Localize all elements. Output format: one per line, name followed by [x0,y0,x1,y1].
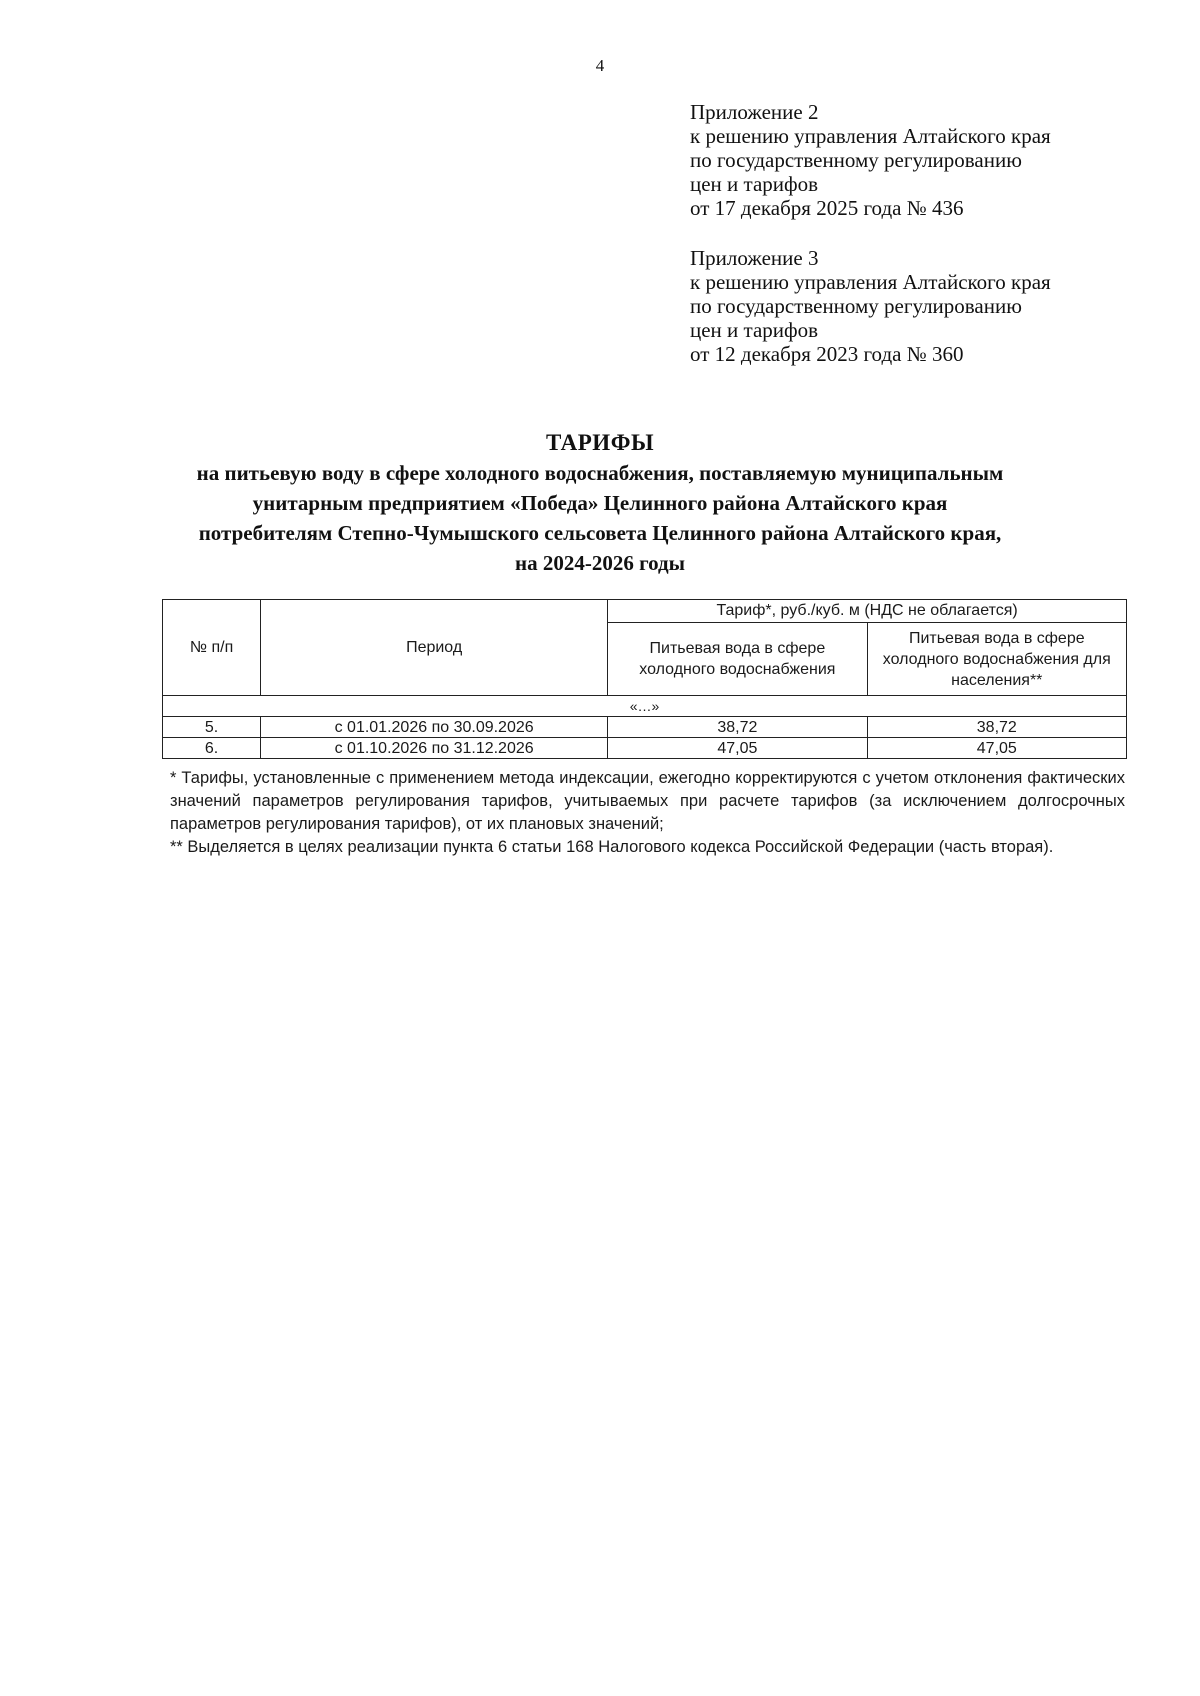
annex-title: Приложение 3 [690,246,819,270]
cell-num: 5. [163,717,261,738]
title-line: потребителям Степно-Чумышского сельсовета Целинного района Алтайского края, [198,521,1002,545]
annex-line: по государственному регулированию [690,148,1022,172]
header-tariff-general: Питьевая вода в сфере холодного водоснабжения [608,623,867,696]
tariff-table [162,599,1127,759]
cell-num: 6. [163,738,261,759]
header-tariff-population: Питьевая вода в сфере холодного водоснабжения для населения** [867,623,1126,696]
annex-line: по государственному регулированию [690,294,1022,318]
footnote-2: ** Выделяется в целях реализации пункта 6 статьи 168 Налогового кодекса Российской Федерации (часть вторая). [170,838,1054,856]
page-number: 4 [595,56,605,75]
title-line: на питьевую воду в сфере холодного водоснабжения, поставляемую муниципальным [196,461,1004,485]
table-row [163,738,1127,759]
title-heading: ТАРИФЫ [545,430,655,455]
annex-line: цен и тарифов [690,172,819,196]
header-period: Период [261,600,608,696]
cell-tariff-population: 38,72 [867,717,1126,738]
annex-title: Приложение 2 [690,100,819,124]
document-title [120,428,1080,578]
annex-line: цен и тарифов [690,318,819,342]
cell-tariff-general: 38,72 [608,717,867,738]
cell-period: с 01.01.2026 по 30.09.2026 [261,717,608,738]
header-num: № п/п [163,600,261,696]
footnotes [170,767,1125,859]
annex-line: к решению управления Алтайского края [690,270,1051,294]
cell-period: с 01.10.2026 по 31.12.2026 [261,738,608,759]
table-row [163,717,1127,738]
annex-2-block [690,100,1170,220]
title-line: на 2024-2026 годы [514,551,686,575]
table-header-row [163,600,1127,623]
annex-date: от 17 декабря 2025 года № 436 [690,196,964,220]
annex-3-block [690,246,1170,366]
annex-line: к решению управления Алтайского края [690,124,1051,148]
title-line: унитарным предприятием «Победа» Целинного района Алтайского края [252,491,948,515]
cell-tariff-population: 47,05 [867,738,1126,759]
cell-tariff-general: 47,05 [608,738,867,759]
table-ellipsis-row [163,696,1127,717]
annex-date: от 12 декабря 2023 года № 360 [690,342,964,366]
footnote-1: * Тарифы, установленные с применением метода индексации, ежегодно корректируются с учетом отклонения фактических значений параметров регулирования тарифов, учитываемых при расчете тарифов (за исключением долгосрочных параметров регулирования тарифов), от их плановых значений; [170,769,1125,833]
ellipsis-cell: «…» [163,696,1127,717]
header-tariff: Тариф*, руб./куб. м (НДС не облагается) [608,600,1127,623]
